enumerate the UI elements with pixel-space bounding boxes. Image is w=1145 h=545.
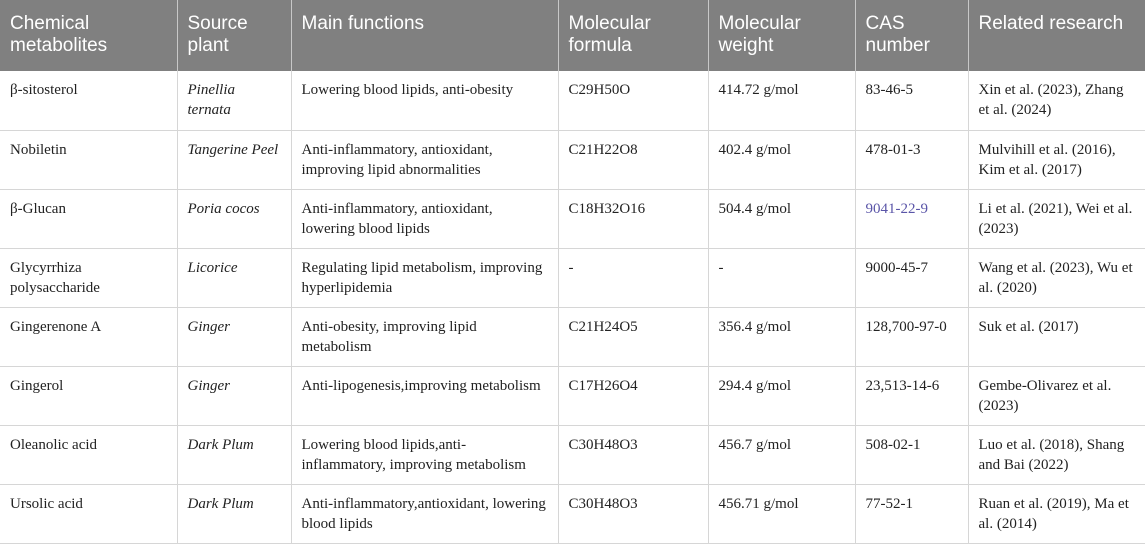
cell-metabolite: Gingerol <box>0 366 177 425</box>
cell-molecular-formula: C30H48O3 <box>558 425 708 484</box>
cell-molecular-weight: 294.4 g/mol <box>708 366 855 425</box>
cell-cas-number: 128,700-97-0 <box>855 307 968 366</box>
cell-related-research: Mulvihill et al. (2016), Kim et al. (2017) <box>968 130 1145 189</box>
cell-cas-number-link[interactable]: 9041-22-9 <box>855 189 968 248</box>
cell-molecular-formula: C21H22O8 <box>558 130 708 189</box>
cell-related-research: Ruan et al. (2019), Ma et al. (2014) <box>968 484 1145 543</box>
cell-main-functions: Regulating lipid metabolism, improving hyperlipidemia <box>291 248 558 307</box>
cell-related-research: Gembe-Olivarez et al. (2023) <box>968 366 1145 425</box>
table-header-row <box>0 0 1145 71</box>
cell-molecular-weight: 504.4 g/mol <box>708 189 855 248</box>
cell-cas-number: 77-52-1 <box>855 484 968 543</box>
cell-main-functions: Lowering blood lipids, anti-obesity <box>291 71 558 130</box>
cell-main-functions: Lowering blood lipids,anti-inflammatory, improving metabolism <box>291 425 558 484</box>
cell-cas-number: 9000-45-7 <box>855 248 968 307</box>
cell-main-functions: Anti-inflammatory,antioxidant, lowering blood lipids <box>291 484 558 543</box>
cell-related-research: Xin et al. (2023), Zhang et al. (2024) <box>968 71 1145 130</box>
cell-metabolite: Nobiletin <box>0 130 177 189</box>
cell-related-research: Suk et al. (2017) <box>968 307 1145 366</box>
col-header-related-research: Related research <box>968 0 1145 71</box>
col-header-molecular-weight: Molecular weight <box>708 0 855 71</box>
cell-source-plant: Pinellia ternata <box>177 71 291 130</box>
cell-molecular-weight: 456.71 g/mol <box>708 484 855 543</box>
table-row <box>0 248 1145 307</box>
cell-main-functions: Anti-lipogenesis,improving metabolism <box>291 366 558 425</box>
cell-metabolite: Oleanolic acid <box>0 425 177 484</box>
cell-metabolite: Ursolic acid <box>0 484 177 543</box>
cell-molecular-formula: C29H50O <box>558 71 708 130</box>
cell-main-functions: Anti-inflammatory, antioxidant, lowering blood lipids <box>291 189 558 248</box>
table-row <box>0 130 1145 189</box>
col-header-chemical-metabolites: Chemical metabolites <box>0 0 177 71</box>
cell-source-plant: Ginger <box>177 366 291 425</box>
cell-molecular-formula: C30H48O3 <box>558 484 708 543</box>
cell-source-plant: Tangerine Peel <box>177 130 291 189</box>
cell-metabolite: Gingerenone A <box>0 307 177 366</box>
table-row <box>0 71 1145 130</box>
cell-metabolite: Glycyrrhiza polysaccharide <box>0 248 177 307</box>
cell-molecular-formula: C21H24O5 <box>558 307 708 366</box>
cell-source-plant: Dark Plum <box>177 425 291 484</box>
table-row <box>0 484 1145 543</box>
cell-molecular-weight: 356.4 g/mol <box>708 307 855 366</box>
col-header-main-functions: Main functions <box>291 0 558 71</box>
col-header-source-plant: Source plant <box>177 0 291 71</box>
cell-source-plant: Licorice <box>177 248 291 307</box>
cell-main-functions: Anti-inflammatory, antioxidant, improving lipid abnormalities <box>291 130 558 189</box>
cell-cas-number: 478-01-3 <box>855 130 968 189</box>
cell-molecular-formula: C17H26O4 <box>558 366 708 425</box>
cell-cas-number: 23,513-14-6 <box>855 366 968 425</box>
cell-source-plant: Poria cocos <box>177 189 291 248</box>
cell-related-research: Li et al. (2021), Wei et al. (2023) <box>968 189 1145 248</box>
table-row <box>0 425 1145 484</box>
col-header-cas-number: CAS number <box>855 0 968 71</box>
cell-molecular-formula: C18H32O16 <box>558 189 708 248</box>
cell-source-plant: Ginger <box>177 307 291 366</box>
table-row <box>0 307 1145 366</box>
cell-metabolite: β-sitosterol <box>0 71 177 130</box>
cell-molecular-weight: 402.4 g/mol <box>708 130 855 189</box>
cell-cas-number: 83-46-5 <box>855 71 968 130</box>
table-row <box>0 189 1145 248</box>
cell-source-plant: Dark Plum <box>177 484 291 543</box>
cell-molecular-weight: 414.72 g/mol <box>708 71 855 130</box>
col-header-molecular-formula: Molecular formula <box>558 0 708 71</box>
table-row <box>0 366 1145 425</box>
cell-molecular-weight: - <box>708 248 855 307</box>
cell-related-research: Luo et al. (2018), Shang and Bai (2022) <box>968 425 1145 484</box>
cell-related-research: Wang et al. (2023), Wu et al. (2020) <box>968 248 1145 307</box>
cell-main-functions: Anti-obesity, improving lipid metabolism <box>291 307 558 366</box>
cell-metabolite: β-Glucan <box>0 189 177 248</box>
cell-cas-number: 508-02-1 <box>855 425 968 484</box>
cell-molecular-formula: - <box>558 248 708 307</box>
cell-molecular-weight: 456.7 g/mol <box>708 425 855 484</box>
